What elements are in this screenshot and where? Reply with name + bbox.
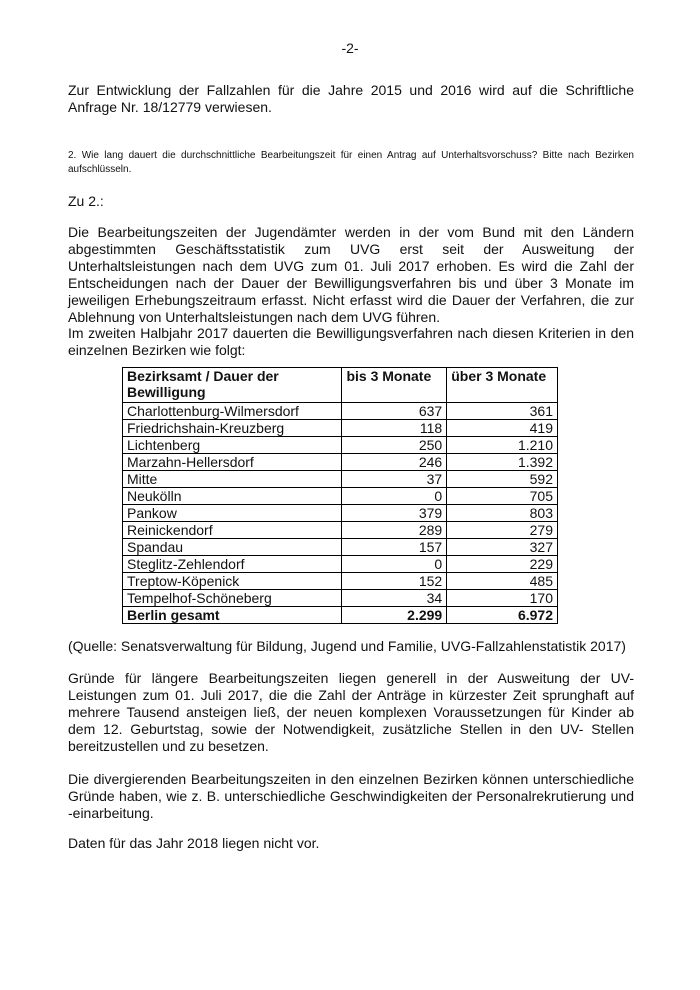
over-3-months-cell: 361 [447,403,558,420]
district-cell: Pankow [123,505,342,522]
up-to-3-months-cell: 246 [342,454,447,471]
header-district: Bezirksamt / Dauer der Bewilligung [123,368,342,403]
district-cell: Marzahn-Hellersdorf [123,454,342,471]
intro-paragraph: Zur Entwicklung der Fallzahlen für die Jahre 2015 und 2016 wird auf die Schriftliche Anfrage Nr. 18/12779 verwiesen. [68,82,634,115]
table-row [123,403,558,420]
over-3-months-cell: 327 [447,539,558,556]
up-to-3-months-cell: 379 [342,505,447,522]
table-row [123,573,558,590]
total-over-3-months-cell: 6.972 [447,607,558,624]
answer-paragraph-1: Die Bearbeitungszeiten der Jugendämter werden in der vom Bund mit den Ländern abgestimmten Geschäftsstatistik zum UVG erst seit der Ausweitung der Unterhaltsleistungen nach dem UVG zum 01. Juli 2017 erhoben. Es wird die Zahl der Entscheidungen nach der Dauer der Bewilligungsverfahren bis und über 3 Monate im jeweiligen Erhebungszeitraum erfasst. Nicht erfasst wird die Dauer der Verfahren, die zur Ablehnung von Unterhaltsleistungen nach dem UVG führen. [68,224,634,325]
over-3-months-cell: 229 [447,556,558,573]
table-row [123,454,558,471]
table-row [123,437,558,454]
up-to-3-months-cell: 289 [342,522,447,539]
up-to-3-months-cell: 118 [342,420,447,437]
divergence-paragraph: Die divergierenden Bearbeitungszeiten in den einzelnen Bezirken können unterschiedliche Gründe haben, wie z. B. unterschiedliche Geschwindigkeiten der Personalrekrutierung und -einarbeitung. [68,771,634,821]
no-data-2018-note: Daten für das Jahr 2018 liegen nicht vor. [68,835,320,851]
over-3-months-cell: 279 [447,522,558,539]
total-label-cell: Berlin gesamt [123,607,342,624]
question-text: 2. Wie lang dauert die durchschnittliche Bearbeitungszeit für einen Antrag auf Unterhaltsvorschuss? Bitte nach Bezirken aufschlüsseln. [68,150,634,175]
table-row [123,471,558,488]
over-3-months-cell: 485 [447,573,558,590]
over-3-months-cell: 1.210 [447,437,558,454]
table-row [123,590,558,607]
source-note: (Quelle: Senatsverwaltung für Bildung, Jugend und Familie, UVG-Fallzahlenstatistik 2017) [68,638,626,654]
up-to-3-months-cell: 34 [342,590,447,607]
over-3-months-cell: 1.392 [447,454,558,471]
table-header-row [123,368,558,403]
up-to-3-months-cell: 0 [342,488,447,505]
up-to-3-months-cell: 637 [342,403,447,420]
up-to-3-months-cell: 152 [342,573,447,590]
up-to-3-months-cell: 37 [342,471,447,488]
up-to-3-months-cell: 250 [342,437,447,454]
over-3-months-cell: 170 [447,590,558,607]
total-up-to-3-months-cell: 2.299 [342,607,447,624]
table-row [123,420,558,437]
header-up-to-3-months: bis 3 Monate [342,368,447,403]
district-cell: Neukölln [123,488,342,505]
district-cell: Lichtenberg [123,437,342,454]
district-cell: Steglitz-Zehlendorf [123,556,342,573]
over-3-months-cell: 419 [447,420,558,437]
over-3-months-cell: 803 [447,505,558,522]
table-total-row [123,607,558,624]
table-row [123,505,558,522]
over-3-months-cell: 705 [447,488,558,505]
answer-heading: Zu 2.: [68,193,104,209]
district-cell: Friedrichshain-Kreuzberg [123,420,342,437]
up-to-3-months-cell: 157 [342,539,447,556]
page-number: -2- [341,40,359,56]
processing-times-table [122,367,558,624]
up-to-3-months-cell: 0 [342,556,447,573]
table-body [123,403,558,624]
header-over-3-months: über 3 Monate [447,368,558,403]
district-cell: Mitte [123,471,342,488]
reasons-paragraph: Gründe für längere Bearbeitungszeiten liegen generell in der Ausweitung der UV-Leistungen zum 01. Juli 2017, die die Zahl der Anträge in kürzester Zeit sprunghaft auf mehrere Tausend ansteigen ließ, der neuen komplexen Voraussetzungen für Kinder ab dem 12. Geburtstag, sowie der Notwendigkeit, zusätzliche Stellen in den UV- Stellen bereitzustellen und zu besetzen. [68,670,634,754]
district-cell: Reinickendorf [123,522,342,539]
district-cell: Charlottenburg-Wilmersdorf [123,403,342,420]
table-row [123,488,558,505]
table-row [123,539,558,556]
district-cell: Treptow-Köpenick [123,573,342,590]
over-3-months-cell: 592 [447,471,558,488]
answer-paragraph-2: Im zweiten Halbjahr 2017 dauerten die Bewilligungsverfahren nach diesen Kriterien in den einzelnen Bezirken wie folgt: [68,325,634,358]
table-row [123,556,558,573]
district-cell: Tempelhof-Schöneberg [123,590,342,607]
table-row [123,522,558,539]
district-cell: Spandau [123,539,342,556]
